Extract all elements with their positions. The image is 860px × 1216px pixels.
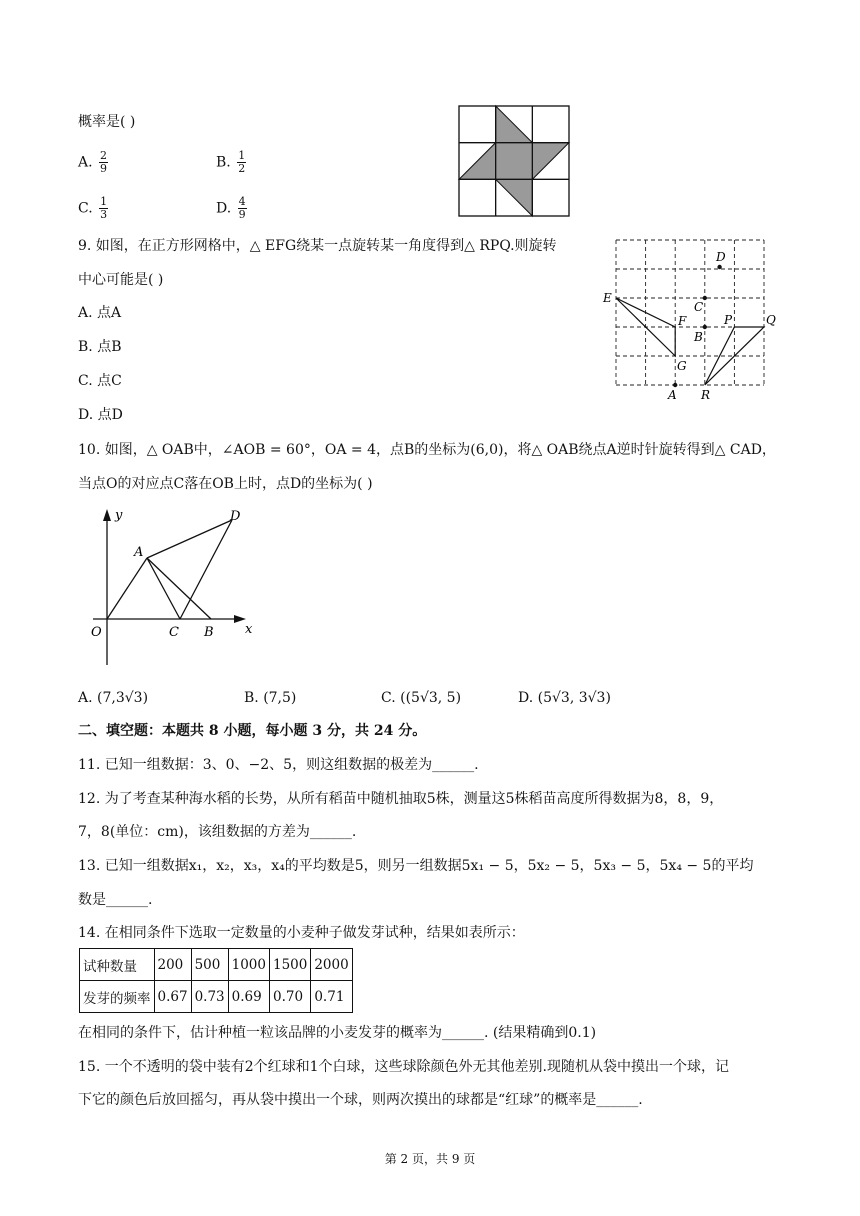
label-r: R — [701, 388, 711, 402]
q14-germination-table — [79, 948, 353, 1013]
q11-text: 11. 已知一组数据：3、0、−2、5，则这组数据的极差为______. — [78, 757, 479, 773]
label-g: G — [677, 359, 687, 373]
table-cell: 500 — [191, 949, 228, 981]
q9-option-b: B. 点B — [78, 339, 122, 355]
label-e: E — [603, 291, 612, 305]
frac-num: 1 — [100, 195, 108, 208]
q10-line2: 当点O的对应点C落在OB上时，点D的坐标为( ) — [78, 476, 373, 492]
page-footer: 第 2 页，共 9 页 — [384, 1152, 476, 1166]
q9-option-a: A. 点A — [78, 305, 122, 321]
table-cell: 2000 — [311, 949, 352, 981]
table-cell: 200 — [154, 949, 191, 981]
q8-option-d-label: D. — [216, 200, 232, 217]
label-b: B — [694, 330, 703, 344]
q10-option-b: B. (7,5) — [244, 690, 297, 706]
label-a: A — [134, 545, 144, 560]
q10-option-a: A. (7,3√3) — [78, 690, 149, 706]
label-f: F — [678, 314, 687, 328]
section2-heading: 二、填空题：本题共 8 小题，每小题 3 分，共 24 分。 — [78, 723, 427, 739]
q9-line1: 9. 如图，在正方形网格中，△ EFG绕某一点旋转某一角度得到△ RPQ.则旋转 — [78, 238, 557, 254]
frac-num: 4 — [238, 195, 246, 208]
q8-option-d-fraction — [238, 196, 247, 221]
table-cell: 0.70 — [269, 981, 310, 1013]
frac-den: 3 — [100, 208, 108, 221]
point-c-dot — [703, 296, 707, 300]
segment-oa — [107, 558, 147, 619]
q9-rotation-figure — [600, 230, 780, 405]
frac-den: 9 — [238, 208, 246, 221]
axis-label-x: x — [245, 622, 253, 637]
q12-line1: 12. 为了考查某种海水稻的长势，从所有稻苗中随机抽取5株，测量这5株稻苗高度所得数据为8，8，9， — [78, 791, 724, 807]
q9-option-c: C. 点C — [78, 373, 122, 389]
q10-coordinate-figure — [85, 503, 265, 673]
label-a: A — [668, 388, 677, 402]
q10-line1: 10. 如图，△ OAB中，∠AOB = 60°，OA = 4，点B的坐标为(6,0)，将△ OAB绕点A逆时针旋转得到△ CAD， — [78, 442, 776, 458]
point-d-dot — [717, 265, 721, 269]
table-cell: 0.73 — [191, 981, 228, 1013]
q9-option-d: D. 点D — [78, 407, 123, 423]
label-c: C — [694, 300, 704, 314]
label-q: Q — [766, 313, 776, 327]
q12-line2: 7，8(单位：cm)，该组数据的方差为______. — [78, 824, 357, 840]
label-o: O — [91, 625, 102, 640]
y-axis-arrow — [103, 509, 111, 521]
pinwheel-shape — [459, 106, 569, 216]
label-c: C — [169, 625, 179, 640]
segment-ac — [147, 558, 180, 619]
q8-stem-tail: 概率是( ) — [78, 114, 136, 130]
q13-line1: 13. 已知一组数据x₁，x₂，x₃，x₄的平均数是5，则另一组数据5x₁ − 5，5x₂ − 5，5x₃ − 5，5x₄ − 5的平均 — [78, 858, 754, 874]
q8-option-b-fraction — [237, 150, 246, 175]
table-row — [80, 949, 353, 981]
axis-label-y: y — [115, 508, 123, 523]
segment-cd — [180, 520, 232, 619]
table-cell: 试种数量 — [80, 949, 155, 981]
table-cell: 0.71 — [311, 981, 352, 1013]
q8-option-c-fraction — [99, 196, 108, 221]
q8-option-c-label: C. — [78, 200, 93, 217]
label-d: D — [230, 509, 241, 524]
q10-option-c: C. ((5√3, 5) — [381, 690, 462, 706]
table-cell: 1500 — [269, 949, 310, 981]
q9-dashed-grid — [616, 240, 764, 385]
frac-den: 2 — [238, 162, 246, 175]
label-d: D — [716, 250, 726, 264]
q15-line1: 15. 一个不透明的袋中装有2个红球和1个白球，这些球除颜色外无其他差别.现随机从袋中摸出一个球，记 — [78, 1059, 729, 1075]
q14-line1: 14. 在相同条件下选取一定数量的小麦种子做发芽试种，结果如表所示： — [78, 925, 525, 941]
q8-option-a-fraction — [99, 150, 108, 175]
frac-num: 1 — [238, 149, 246, 162]
label-b: B — [204, 625, 214, 640]
q10-option-d: D. (5√3, 3√3) — [518, 690, 611, 706]
table-cell: 1000 — [228, 949, 269, 981]
q14-after: 在相同的条件下，估计种植一粒该品牌的小麦发芽的概率为______. (结果精确到0.1) — [78, 1025, 597, 1041]
table-cell: 0.67 — [154, 981, 191, 1013]
q15-line2: 下它的颜色后放回摇匀，再从袋中摸出一个球，则两次摸出的球都是“红球”的概率是______. — [78, 1092, 643, 1108]
q8-option-a-label: A. — [78, 154, 93, 171]
q8-option-a — [78, 150, 108, 175]
frac-num: 2 — [100, 149, 108, 162]
frac-den: 9 — [100, 162, 108, 175]
q8-option-c — [78, 196, 108, 221]
table-row — [80, 981, 353, 1013]
table-cell: 0.69 — [228, 981, 269, 1013]
point-b-dot — [703, 325, 707, 329]
q9-line2: 中心可能是( ) — [78, 272, 164, 288]
q8-option-b — [216, 150, 246, 175]
q8-pinwheel-figure — [459, 106, 569, 216]
q8-option-b-label: B. — [216, 154, 231, 171]
q8-option-d — [216, 196, 247, 221]
label-p: P — [724, 313, 733, 327]
segment-ad — [147, 520, 232, 558]
q13-line2: 数是______. — [78, 892, 153, 908]
point-a-dot — [673, 383, 677, 387]
segment-ab — [147, 558, 211, 619]
table-cell: 发芽的频率 — [80, 981, 155, 1013]
